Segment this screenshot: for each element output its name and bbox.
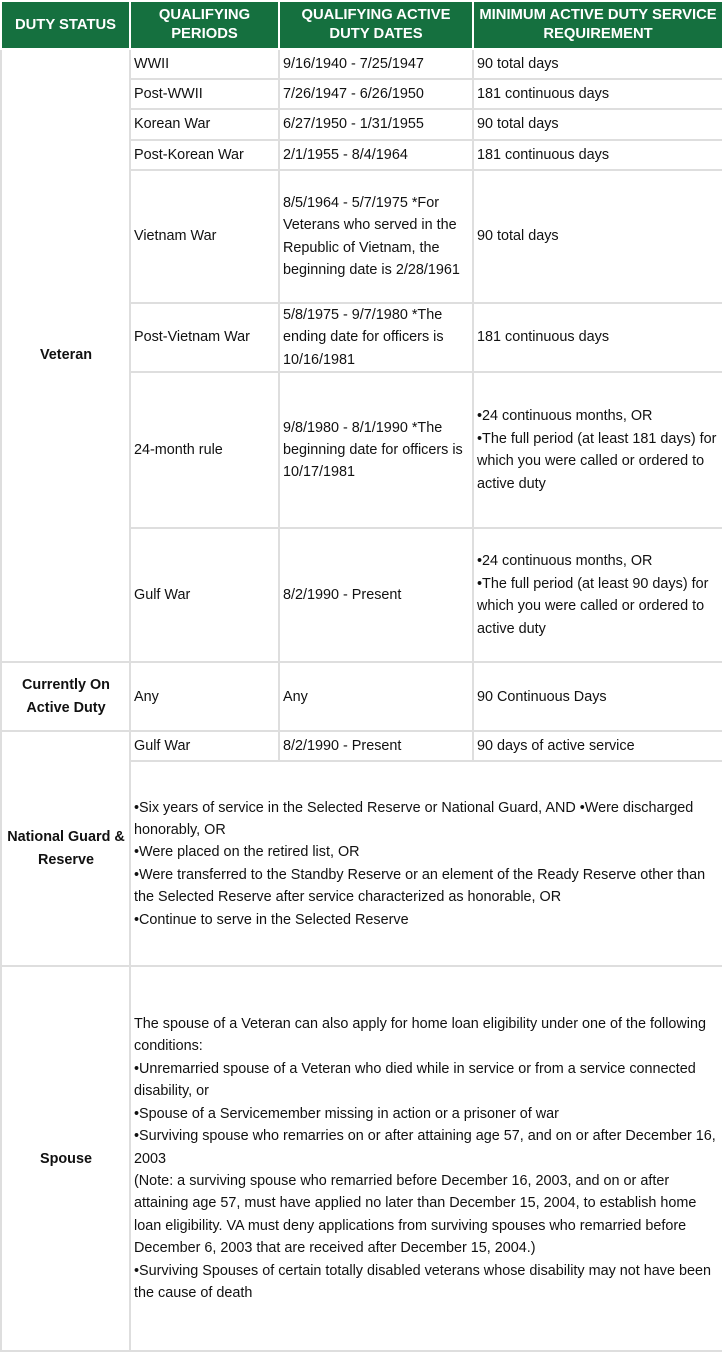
spouse-line: The spouse of a Veteran can also apply for home loan eligibility under one of the following conditions: <box>134 1016 706 1055</box>
requirement-cell: 90 days of active service <box>473 731 722 761</box>
period-cell: 24-month rule <box>130 372 279 528</box>
header-row <box>1 1 722 49</box>
dates-cell: 9/8/1980 - 8/1/1990 *The beginning date for officers is 10/17/1981 <box>279 372 473 528</box>
header-qualifying-dates: QUALIFYING ACTIVE DUTY DATES <box>279 1 473 49</box>
status-active-duty: Currently On Active Duty <box>1 662 130 731</box>
dates-cell: 8/2/1990 - Present <box>279 731 473 761</box>
dates-cell: 8/5/1964 - 5/7/1975 *For Veterans who served in the Republic of Vietnam, the beginning date is 2/28/1961 <box>279 170 473 303</box>
header-duty-status: DUTY STATUS <box>1 1 130 49</box>
header-qualifying-periods: QUALIFYING PERIODS <box>130 1 279 49</box>
period-cell: Post-Vietnam War <box>130 303 279 372</box>
period-cell: Gulf War <box>130 528 279 662</box>
requirement-cell: 181 continuous days <box>473 140 722 170</box>
table-row <box>1 662 722 731</box>
spouse-line: •Spouse of a Servicemember missing in action or a prisoner of war <box>134 1105 559 1122</box>
status-national-guard: National Guard & Reserve <box>1 731 130 966</box>
dates-cell: Any <box>279 662 473 731</box>
dates-cell: 6/27/1950 - 1/31/1955 <box>279 109 473 140</box>
dates-cell: 5/8/1975 - 9/7/1980 *The ending date for officers is 10/16/1981 <box>279 303 473 372</box>
requirement-line: •The full period (at least 90 days) for which you were called or ordered to active duty <box>477 575 709 637</box>
period-cell: Korean War <box>130 109 279 140</box>
requirement-cell: 90 total days <box>473 49 722 79</box>
period-cell: Any <box>130 662 279 731</box>
condition-line: •Continue to serve in the Selected Reserve <box>134 911 409 928</box>
period-cell: Post-Korean War <box>130 140 279 170</box>
requirement-line: •The full period (at least 181 days) for which you were called or ordered to active duty <box>477 430 717 492</box>
requirement-cell: 181 continuous days <box>473 79 722 109</box>
spouse-conditions <box>130 966 722 1351</box>
dates-cell: 8/2/1990 - Present <box>279 528 473 662</box>
requirement-cell <box>473 528 722 662</box>
table-row <box>1 731 722 761</box>
dates-cell: 9/16/1940 - 7/25/1947 <box>279 49 473 79</box>
condition-line: •Were transferred to the Standby Reserve or an element of the Ready Reserve other than the Selected Reserve after service characterized as honorable, OR <box>134 866 706 906</box>
spouse-line: •Surviving Spouses of certain totally disabled veterans whose disability may not have been the cause of death <box>134 1262 711 1301</box>
requirement-cell: 90 total days <box>473 170 722 303</box>
spouse-line: (Note: a surviving spouse who remarried before December 16, 2003, and on or after attaining age 57, must have applied no later than December 15, 2004, to establish home loan eligibility. VA must deny applications from surviving spouses who remarried before December 6, 2003 that are received after December 15, 2004.) <box>134 1172 697 1257</box>
period-cell: Gulf War <box>130 731 279 761</box>
table-row <box>1 49 722 79</box>
dates-cell: 2/1/1955 - 8/4/1964 <box>279 140 473 170</box>
header-minimum-requirement: MINIMUM ACTIVE DUTY SERVICE REQUIREMENT <box>473 1 722 49</box>
spouse-line: •Unremarried spouse of a Veteran who died while in service or from a service connected disability, or <box>134 1060 696 1100</box>
national-guard-conditions <box>130 761 722 966</box>
period-cell: Post-WWII <box>130 79 279 109</box>
requirement-cell: 90 Continuous Days <box>473 662 722 731</box>
dates-cell: 7/26/1947 - 6/26/1950 <box>279 79 473 109</box>
period-cell: Vietnam War <box>130 170 279 303</box>
condition-line: •Six years of service in the Selected Reserve or National Guard, AND •Were discharged honorably, OR <box>134 799 694 838</box>
requirement-line: •24 continuous months, OR <box>477 408 653 425</box>
requirement-cell <box>473 372 722 528</box>
table-row <box>1 966 722 1351</box>
requirement-line: •24 continuous months, OR <box>477 553 653 570</box>
spouse-line: •Surviving spouse who remarries on or after attaining age 57, and on or after December 16, 2003 <box>134 1128 716 1167</box>
period-cell: WWII <box>130 49 279 79</box>
requirement-cell: 90 total days <box>473 109 722 140</box>
status-veteran: Veteran <box>1 49 130 662</box>
status-spouse: Spouse <box>1 966 130 1351</box>
condition-line: •Were placed on the retired list, OR <box>134 844 360 861</box>
requirement-cell: 181 continuous days <box>473 303 722 372</box>
